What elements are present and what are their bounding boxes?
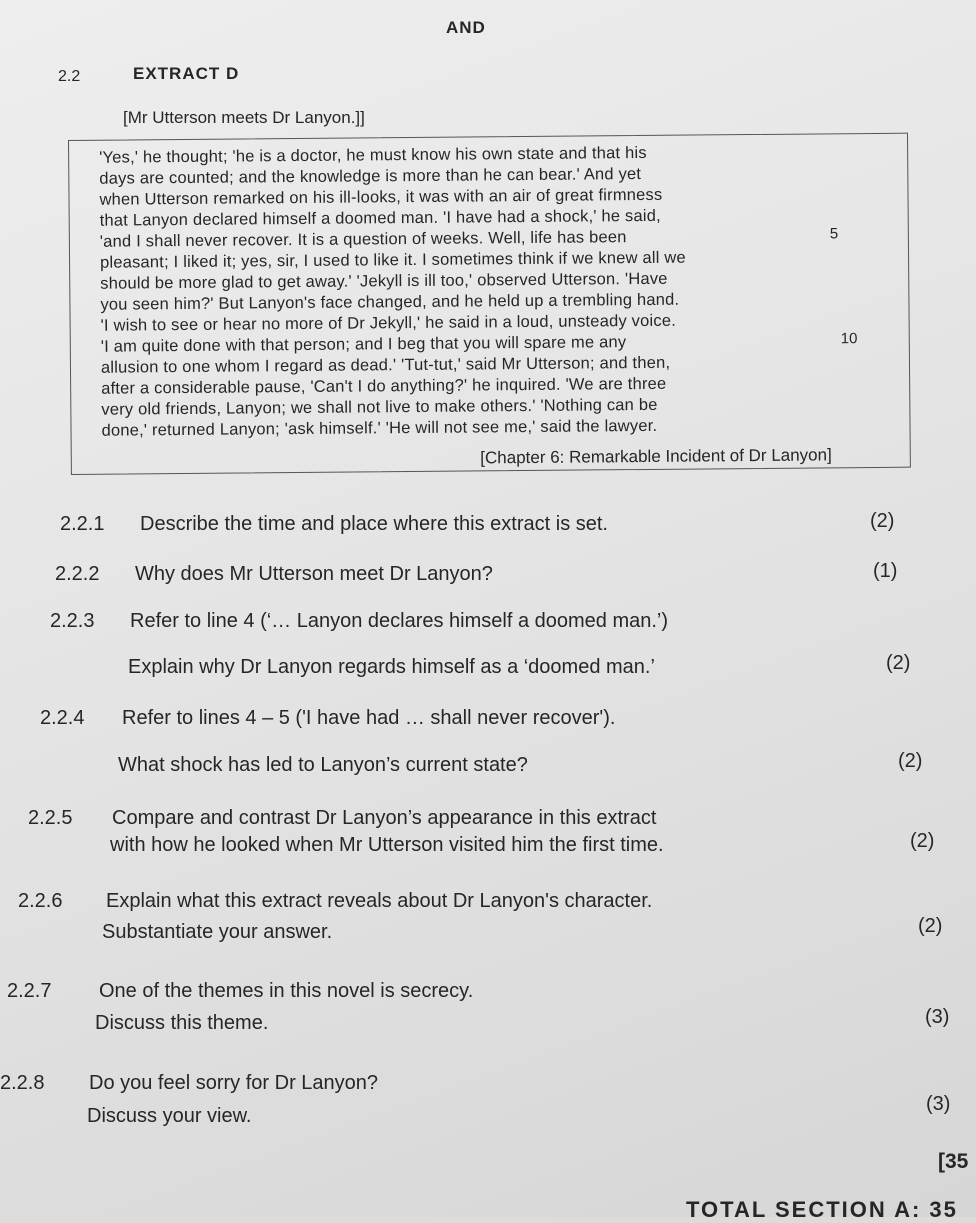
question-mark: (2) <box>898 750 923 772</box>
section-title: EXTRACT D <box>133 64 240 83</box>
question-text: Substantiate your answer. <box>102 921 333 943</box>
question-number: 2.2.5 <box>28 807 73 829</box>
question-text: Do you feel sorry for Dr Lanyon? <box>89 1072 379 1094</box>
question-text: Refer to lines 4 – 5 ('I have had … shall never recover'). <box>122 707 616 729</box>
extract-line: 'I wish to see or hear no more of Dr Jekyll,' he said in a loud, unsteady voice. <box>100 311 677 335</box>
extract-line: 'Yes,' he thought; 'he is a doctor, he must know his own state and that his <box>99 143 647 167</box>
line-number: 10 <box>840 330 858 348</box>
question-mark: (1) <box>873 560 898 582</box>
section-number: 2.2 <box>58 68 81 85</box>
question-text: Explain what this extract reveals about Dr Lanyon's character. <box>106 890 653 912</box>
question-mark: (3) <box>925 1006 950 1028</box>
question-mark: (2) <box>918 915 943 937</box>
extract-line: that Lanyon declared himself a doomed man. 'I have had a shock,' he said, <box>99 206 661 230</box>
extract-line: you seen him?' But Lanyon's face changed, and he held up a trembling hand. <box>100 290 680 314</box>
extract-line: 'I am quite done with that person; and I beg that you will spare me any <box>100 333 627 356</box>
extract-note: [Mr Utterson meets Dr Lanyon.]] <box>123 108 365 127</box>
question-number: 2.2.7 <box>7 980 52 1002</box>
extract-line: when Utterson remarked on his ill-looks, it was with an air of great firmness <box>99 185 663 209</box>
extract-line: 'and I shall never recover. It is a question of weeks. Well, life has been <box>99 228 627 251</box>
question-mark: (2) <box>886 652 911 674</box>
question-text: Why does Mr Utterson meet Dr Lanyon? <box>135 563 493 585</box>
question-number: 2.2.6 <box>18 890 63 912</box>
question-text: One of the themes in this novel is secrecy. <box>99 980 474 1002</box>
extract-line: after a considerable pause, 'Can't I do anything?' he inquired. 'We are three <box>101 374 667 398</box>
extract-line: pleasant; I liked it; yes, sir, I used to like it. I sometimes think if we knew all we <box>99 248 686 272</box>
extract-source: [Chapter 6: Remarkable Incident of Dr Lanyon] <box>480 445 832 468</box>
extract-line: allusion to one whom I regard as dead.' 'Tut-tut,' said Mr Utterson; and then, <box>100 353 671 377</box>
total-section-label: TOTAL SECTION A: 35 <box>686 1197 958 1222</box>
question-number: 2.2.4 <box>40 707 85 729</box>
extract-line: very old friends, Lanyon; we shall not live to make others.' 'Nothing can be <box>101 395 658 419</box>
extract-line: done,' returned Lanyon; 'ask himself.' 'He will not see me,' said the lawyer. <box>101 416 658 440</box>
question-mark: (2) <box>910 830 935 852</box>
question-mark: (3) <box>926 1093 951 1115</box>
question-number: 2.2.2 <box>55 563 100 585</box>
question-number: 2.2.3 <box>50 610 95 632</box>
question-text: Discuss your view. <box>87 1105 252 1127</box>
question-text: What shock has led to Lanyon’s current state? <box>118 754 528 776</box>
question-number: 2.2.8 <box>0 1072 45 1094</box>
question-text: Describe the time and place where this extract is set. <box>140 513 608 535</box>
and-heading: AND <box>446 18 486 37</box>
total-marks: [35 <box>938 1150 969 1173</box>
extract-box <box>68 133 911 475</box>
question-text: Discuss this theme. <box>95 1012 269 1034</box>
extract-line: days are counted; and the knowledge is more than he can bear.' And yet <box>99 164 642 188</box>
extract-line: should be more glad to get away.' 'Jekyll is ill too,' observed Utterson. 'Have <box>100 269 668 293</box>
question-text: with how he looked when Mr Utterson visited him the first time. <box>110 834 664 856</box>
question-text: Compare and contrast Dr Lanyon’s appearance in this extract <box>112 807 657 829</box>
question-number: 2.2.1 <box>60 513 105 535</box>
line-number: 5 <box>829 225 839 243</box>
question-text: Explain why Dr Lanyon regards himself as a ‘doomed man.’ <box>128 656 655 678</box>
question-text: Refer to line 4 (‘… Lanyon declares himself a doomed man.’) <box>130 610 669 632</box>
question-mark: (2) <box>870 510 895 532</box>
